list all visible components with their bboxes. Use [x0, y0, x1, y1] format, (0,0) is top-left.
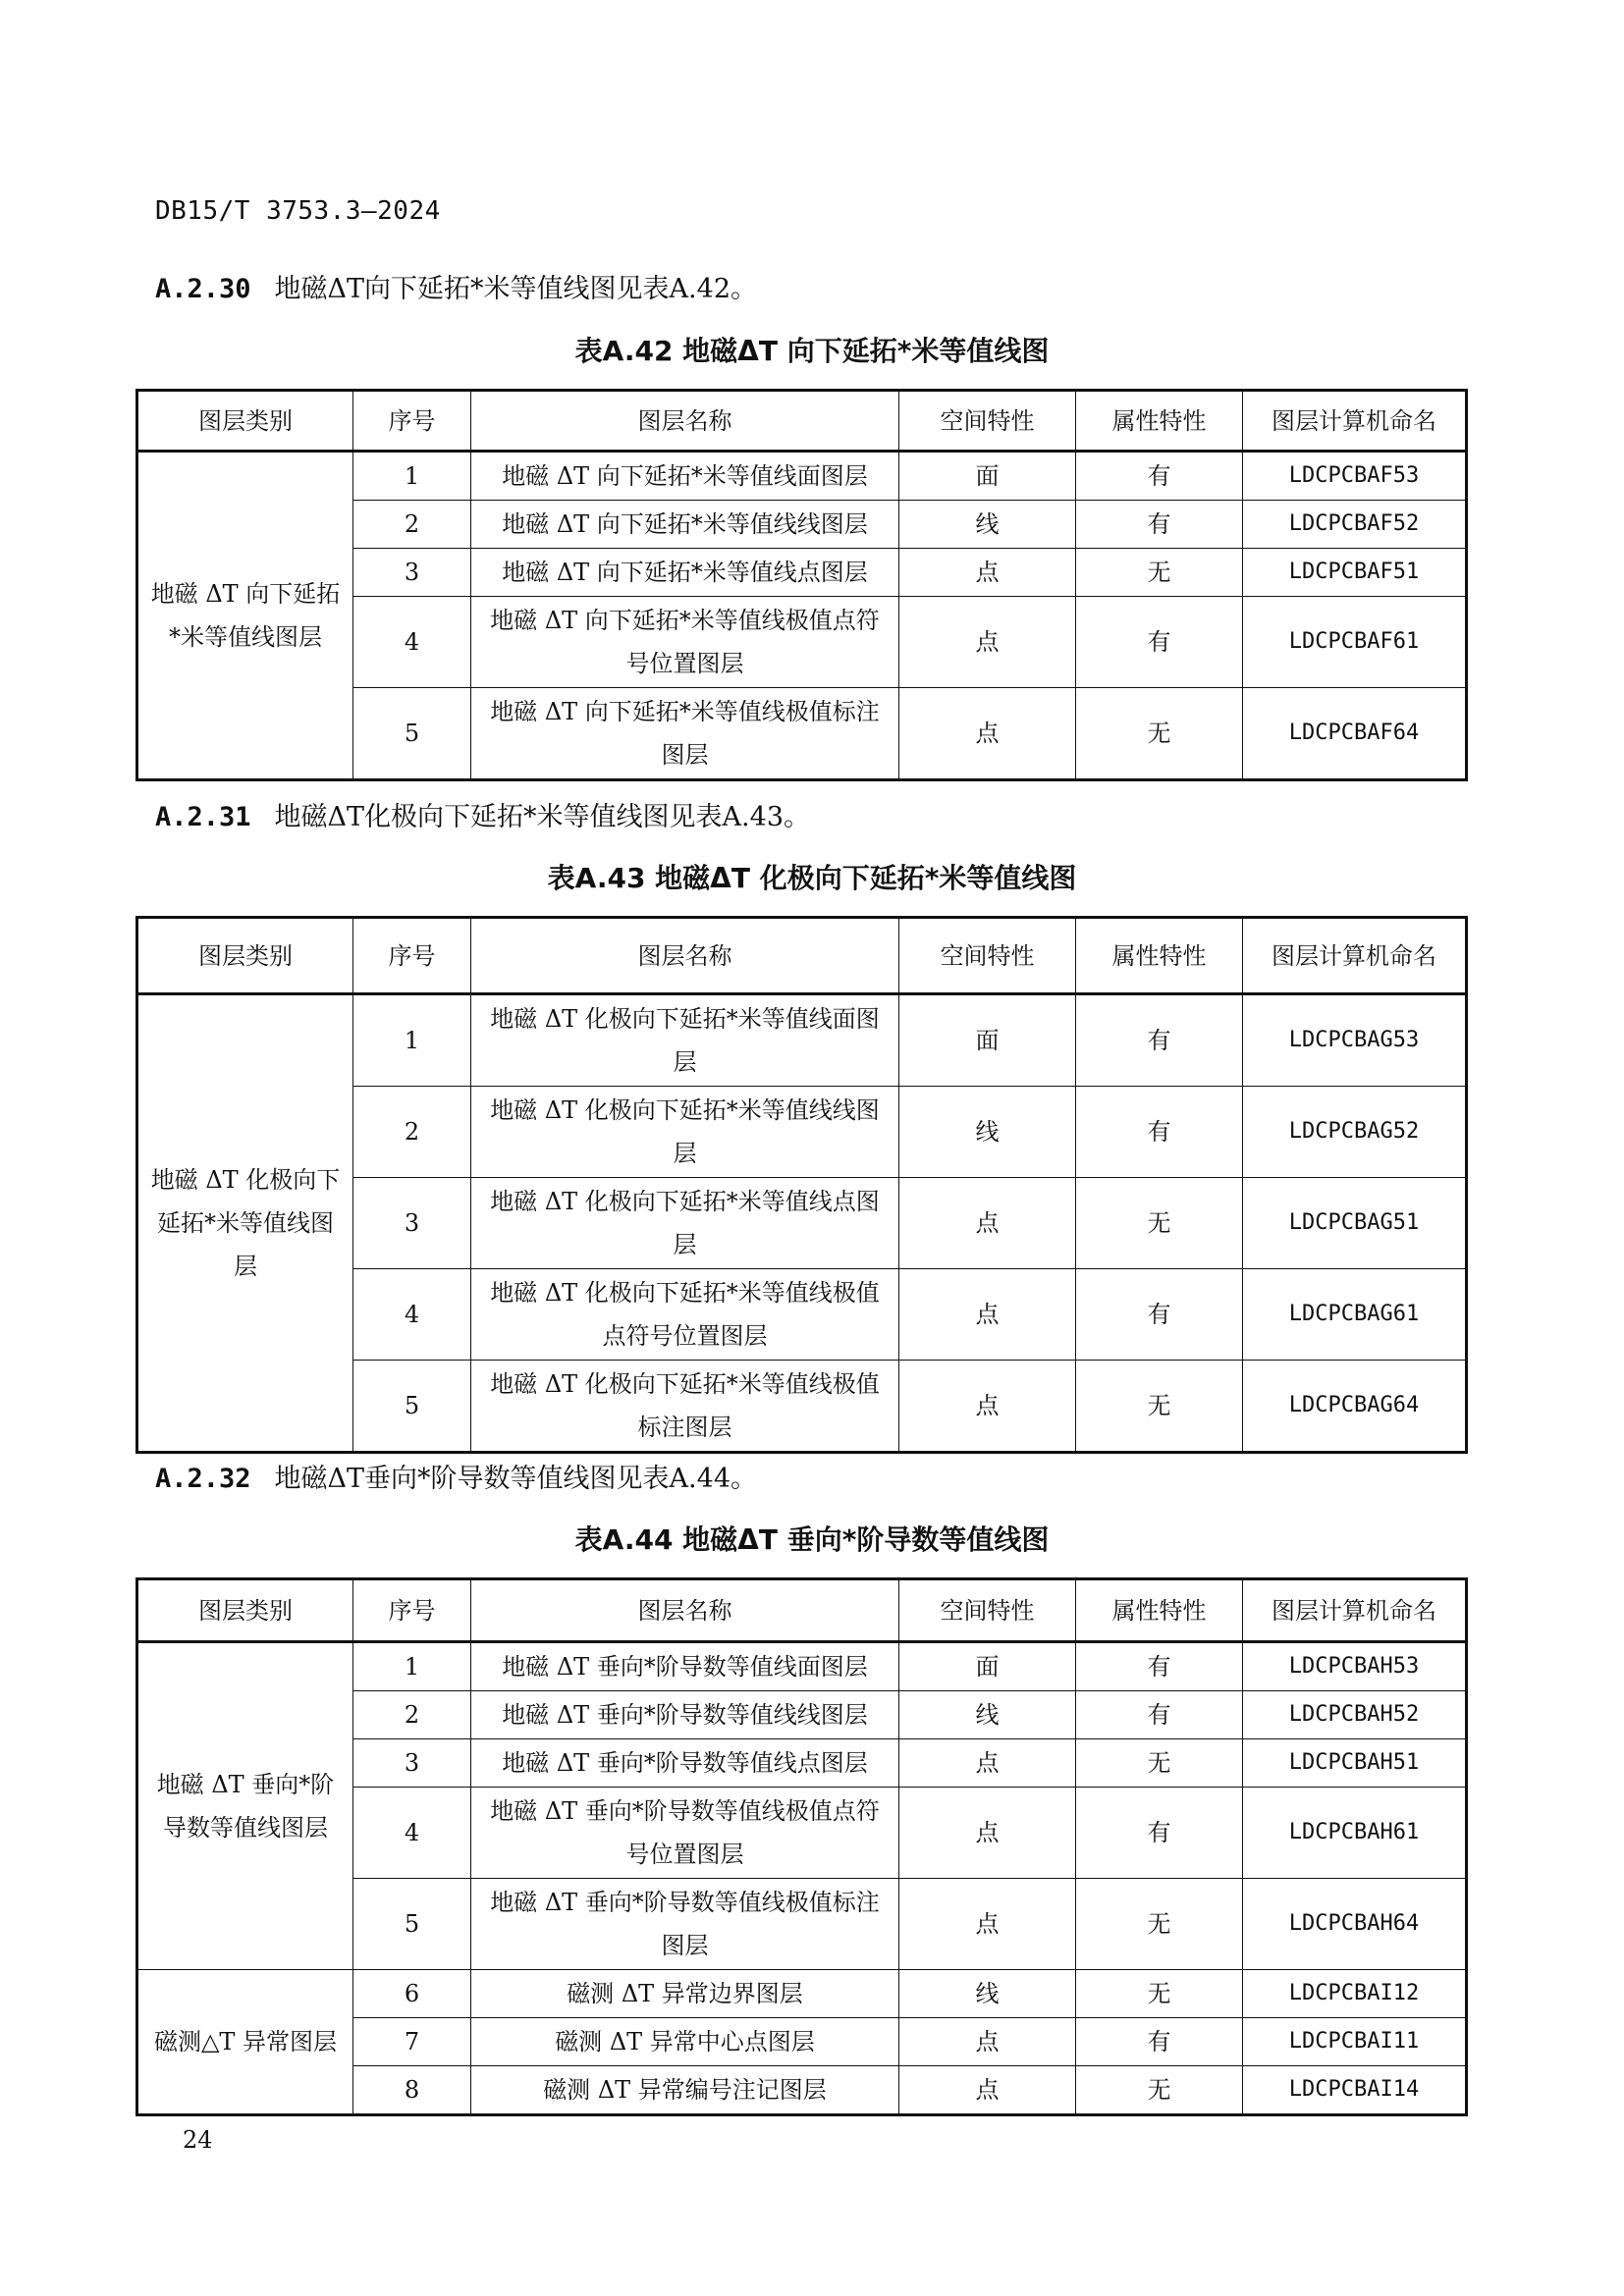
layer-code-cell: LDCPCBAF51 [1243, 549, 1467, 597]
layer-code-cell: LDCPCBAI11 [1243, 2018, 1467, 2066]
layer-table [135, 1577, 1468, 2116]
serial-cell: 3 [353, 549, 471, 597]
column-header: 属性特性 [1076, 918, 1243, 994]
attribute-cell: 有 [1076, 1642, 1243, 1691]
attribute-cell: 有 [1076, 1269, 1243, 1361]
spatial-type-cell: 线 [899, 1691, 1076, 1739]
spatial-type-cell: 点 [899, 1879, 1076, 1970]
serial-cell: 1 [353, 452, 471, 501]
spatial-type-cell: 点 [899, 549, 1076, 597]
attribute-cell: 有 [1076, 1691, 1243, 1739]
layer-category-cell: 磁测△T 异常图层 [137, 1970, 353, 2115]
layer-name-cell: 地磁 ΔT 向下延拓*米等值线极值标注图层 [471, 688, 899, 780]
layer-name-cell: 地磁 ΔT 化极向下延拓*米等值线面图层 [471, 994, 899, 1087]
table-row [137, 1642, 1467, 1691]
layer-code-cell: LDCPCBAI14 [1243, 2066, 1467, 2115]
table-row [137, 994, 1467, 1087]
layer-code-cell: LDCPCBAF61 [1243, 597, 1467, 688]
column-header: 序号 [353, 918, 471, 994]
attribute-cell: 有 [1076, 452, 1243, 501]
layer-code-cell: LDCPCBAI12 [1243, 1970, 1467, 2018]
layer-code-cell: LDCPCBAF52 [1243, 501, 1467, 549]
layer-code-cell: LDCPCBAG53 [1243, 994, 1467, 1087]
layer-name-cell: 地磁 ΔT 化极向下延拓*米等值线极值点符号位置图层 [471, 1269, 899, 1361]
spatial-type-cell: 面 [899, 994, 1076, 1087]
column-header: 空间特性 [899, 391, 1076, 452]
serial-cell: 4 [353, 597, 471, 688]
layer-code-cell: LDCPCBAG64 [1243, 1361, 1467, 1453]
attribute-cell: 无 [1076, 2066, 1243, 2115]
spatial-type-cell: 点 [899, 2066, 1076, 2115]
layer-name-cell: 地磁 ΔT 垂向*阶导数等值线线图层 [471, 1691, 899, 1739]
attribute-cell: 有 [1076, 2018, 1243, 2066]
layer-code-cell: LDCPCBAH52 [1243, 1691, 1467, 1739]
clause-text: 地磁ΔT化极向下延拓*米等值线图见表A.43。 [274, 802, 810, 832]
clause-paragraph [155, 1457, 757, 1495]
attribute-cell: 有 [1076, 1087, 1243, 1178]
spatial-type-cell: 点 [899, 597, 1076, 688]
column-header: 序号 [353, 391, 471, 452]
serial-cell: 4 [353, 1269, 471, 1361]
page-number: 24 [183, 2126, 213, 2154]
clause-number: A.2.31 [155, 802, 251, 832]
table-row [137, 452, 1467, 501]
column-header: 属性特性 [1076, 1579, 1243, 1642]
layer-name-cell: 地磁 ΔT 向下延拓*米等值线线图层 [471, 501, 899, 549]
layer-name-cell: 磁测 ΔT 异常中心点图层 [471, 2018, 899, 2066]
table-caption: 表A.42 地磁ΔT 向下延拓*米等值线图 [574, 335, 1050, 367]
column-header: 图层类别 [137, 918, 353, 994]
column-header: 图层计算机命名 [1243, 391, 1467, 452]
layer-table [135, 916, 1468, 1454]
column-header: 图层类别 [137, 391, 353, 452]
serial-cell: 1 [353, 1642, 471, 1691]
column-header: 图层计算机命名 [1243, 918, 1467, 994]
clause-text: 地磁ΔT向下延拓*米等值线图见表A.42。 [274, 274, 757, 304]
spatial-type-cell: 点 [899, 1739, 1076, 1788]
column-header: 图层类别 [137, 1579, 353, 1642]
attribute-cell: 无 [1076, 1879, 1243, 1970]
table-row [137, 1970, 1467, 2018]
attribute-cell: 无 [1076, 1970, 1243, 2018]
spatial-type-cell: 点 [899, 1178, 1076, 1269]
column-header: 空间特性 [899, 918, 1076, 994]
serial-cell: 2 [353, 501, 471, 549]
spatial-type-cell: 点 [899, 688, 1076, 780]
column-header: 图层计算机命名 [1243, 1579, 1467, 1642]
spatial-type-cell: 点 [899, 1788, 1076, 1879]
layer-category-cell: 地磁 ΔT 垂向*阶导数等值线图层 [137, 1642, 353, 1970]
spatial-type-cell: 点 [899, 1361, 1076, 1453]
clause-paragraph [155, 267, 757, 305]
layer-code-cell: LDCPCBAH64 [1243, 1879, 1467, 1970]
attribute-cell: 无 [1076, 1739, 1243, 1788]
attribute-cell: 无 [1076, 549, 1243, 597]
layer-name-cell: 地磁 ΔT 垂向*阶导数等值线面图层 [471, 1642, 899, 1691]
spatial-type-cell: 线 [899, 1970, 1076, 2018]
serial-cell: 5 [353, 688, 471, 780]
column-header: 图层名称 [471, 918, 899, 994]
column-header: 图层名称 [471, 391, 899, 452]
layer-code-cell: LDCPCBAH53 [1243, 1642, 1467, 1691]
layer-name-cell: 地磁 ΔT 垂向*阶导数等值线极值标注图层 [471, 1879, 899, 1970]
serial-cell: 1 [353, 994, 471, 1087]
layer-code-cell: LDCPCBAH61 [1243, 1788, 1467, 1879]
attribute-cell: 有 [1076, 1788, 1243, 1879]
spatial-type-cell: 面 [899, 1642, 1076, 1691]
layer-category-cell: 地磁 ΔT 化极向下延拓*米等值线图层 [137, 994, 353, 1453]
serial-cell: 5 [353, 1879, 471, 1970]
layer-code-cell: LDCPCBAF64 [1243, 688, 1467, 780]
attribute-cell: 无 [1076, 688, 1243, 780]
layer-name-cell: 地磁 ΔT 向下延拓*米等值线极值点符号位置图层 [471, 597, 899, 688]
layer-code-cell: LDCPCBAG52 [1243, 1087, 1467, 1178]
attribute-cell: 有 [1076, 994, 1243, 1087]
table-caption: 表A.44 地磁ΔT 垂向*阶导数等值线图 [574, 1523, 1050, 1556]
layer-code-cell: LDCPCBAF53 [1243, 452, 1467, 501]
clause-paragraph [155, 795, 810, 833]
serial-cell: 5 [353, 1361, 471, 1453]
attribute-cell: 有 [1076, 597, 1243, 688]
spatial-type-cell: 点 [899, 1269, 1076, 1361]
serial-cell: 7 [353, 2018, 471, 2066]
layer-name-cell: 地磁 ΔT 化极向下延拓*米等值线点图层 [471, 1178, 899, 1269]
serial-cell: 3 [353, 1739, 471, 1788]
column-header: 序号 [353, 1579, 471, 1642]
spatial-type-cell: 面 [899, 452, 1076, 501]
serial-cell: 2 [353, 1691, 471, 1739]
column-header: 属性特性 [1076, 391, 1243, 452]
column-header: 图层名称 [471, 1579, 899, 1642]
spatial-type-cell: 线 [899, 1087, 1076, 1178]
layer-name-cell: 磁测 ΔT 异常边界图层 [471, 1970, 899, 2018]
attribute-cell: 无 [1076, 1361, 1243, 1453]
layer-code-cell: LDCPCBAH51 [1243, 1739, 1467, 1788]
layer-code-cell: LDCPCBAG51 [1243, 1178, 1467, 1269]
layer-name-cell: 地磁 ΔT 化极向下延拓*米等值线线图层 [471, 1087, 899, 1178]
serial-cell: 6 [353, 1970, 471, 2018]
serial-cell: 8 [353, 2066, 471, 2115]
layer-name-cell: 地磁 ΔT 垂向*阶导数等值线极值点符号位置图层 [471, 1788, 899, 1879]
spatial-type-cell: 点 [899, 2018, 1076, 2066]
layer-name-cell: 地磁 ΔT 垂向*阶导数等值线点图层 [471, 1739, 899, 1788]
clause-text: 地磁ΔT垂向*阶导数等值线图见表A.44。 [274, 1464, 757, 1494]
layer-table [135, 389, 1468, 781]
attribute-cell: 有 [1076, 501, 1243, 549]
layer-category-cell: 地磁 ΔT 向下延拓*米等值线图层 [137, 452, 353, 780]
serial-cell: 3 [353, 1178, 471, 1269]
document-code-header: DB15/T 3753.3—2024 [155, 196, 441, 226]
serial-cell: 4 [353, 1788, 471, 1879]
serial-cell: 2 [353, 1087, 471, 1178]
table-caption: 表A.43 地磁ΔT 化极向下延拓*米等值线图 [547, 862, 1077, 894]
attribute-cell: 无 [1076, 1178, 1243, 1269]
layer-name-cell: 地磁 ΔT 向下延拓*米等值线点图层 [471, 549, 899, 597]
layer-name-cell: 地磁 ΔT 化极向下延拓*米等值线极值标注图层 [471, 1361, 899, 1453]
clause-number: A.2.30 [155, 274, 251, 304]
column-header: 空间特性 [899, 1579, 1076, 1642]
spatial-type-cell: 线 [899, 501, 1076, 549]
layer-name-cell: 磁测 ΔT 异常编号注记图层 [471, 2066, 899, 2115]
clause-number: A.2.32 [155, 1464, 251, 1494]
layer-code-cell: LDCPCBAG61 [1243, 1269, 1467, 1361]
layer-name-cell: 地磁 ΔT 向下延拓*米等值线面图层 [471, 452, 899, 501]
